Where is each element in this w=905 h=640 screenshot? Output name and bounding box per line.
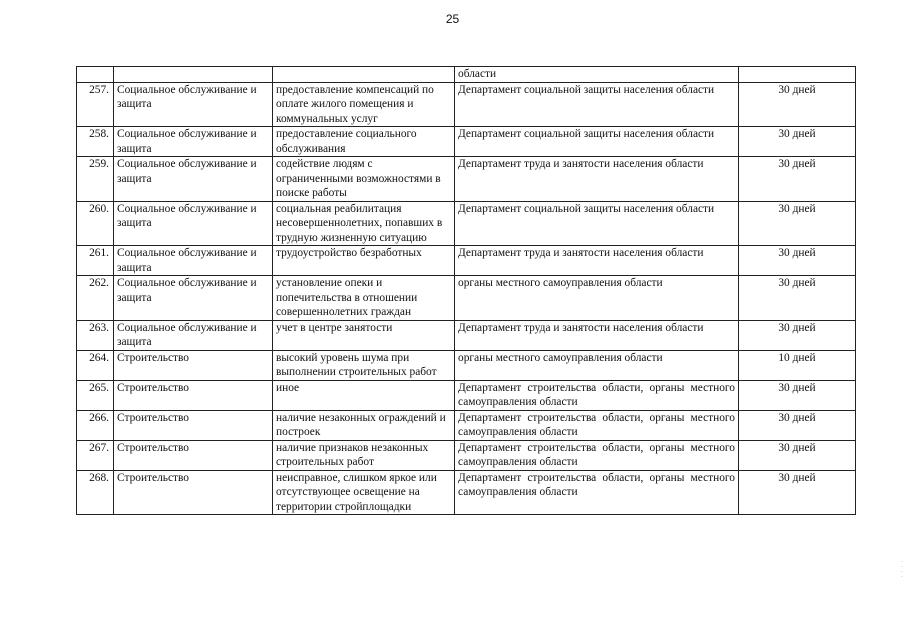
cell-topic: высокий уровень шума при выполнении строительных работ [273, 350, 455, 380]
appeals-table [76, 66, 856, 515]
cell-number: 264. [77, 350, 114, 380]
cell-topic: содействие людям с ограниченными возможностями в поиске работы [273, 157, 455, 202]
cell-days: 30 дней [739, 470, 856, 515]
cell-days: 30 дней [739, 127, 856, 157]
table-row [77, 320, 856, 350]
cell-org: Департамент строительства области, органы местного самоуправления области [455, 470, 739, 515]
cell-number: 258. [77, 127, 114, 157]
cell-sphere: Социальное обслуживание и защита [114, 201, 273, 246]
cell-days [739, 67, 856, 83]
cell-sphere: Социальное обслуживание и защита [114, 320, 273, 350]
cell-topic: трудоустройство безработных [273, 246, 455, 276]
cell-org: Департамент социальной защиты населения области [455, 201, 739, 246]
cell-number: 267. [77, 440, 114, 470]
table-row [77, 410, 856, 440]
cell-org: органы местного самоуправления области [455, 276, 739, 321]
cell-days: 30 дней [739, 157, 856, 202]
cell-topic: установление опеки и попечительства в отношении совершеннолетних граждан [273, 276, 455, 321]
cell-org: Департамент труда и занятости населения области [455, 246, 739, 276]
cell-number: 265. [77, 380, 114, 410]
table-row [77, 201, 856, 246]
table-row [77, 380, 856, 410]
cell-sphere: Социальное обслуживание и защита [114, 246, 273, 276]
cell-number: 263. [77, 320, 114, 350]
table-row [77, 440, 856, 470]
cell-sphere: Строительство [114, 470, 273, 515]
cell-topic: иное [273, 380, 455, 410]
cell-days: 30 дней [739, 410, 856, 440]
table-row [77, 157, 856, 202]
cell-days: 30 дней [739, 440, 856, 470]
cell-sphere: Строительство [114, 440, 273, 470]
cell-number: 262. [77, 276, 114, 321]
cell-org: Департамент строительства области, органы местного самоуправления области [455, 440, 739, 470]
cell-days: 30 дней [739, 246, 856, 276]
table-row-continuation [77, 67, 856, 83]
table-row [77, 127, 856, 157]
cell-number: 266. [77, 410, 114, 440]
cell-sphere: Строительство [114, 410, 273, 440]
cell-topic: предоставление социального обслуживания [273, 127, 455, 157]
table-row [77, 276, 856, 321]
cell-org: Департамент социальной защиты населения области [455, 82, 739, 127]
cell-topic: неисправное, слишком яркое или отсутствующее освещение на территории стройплощадки [273, 470, 455, 515]
cell-days: 30 дней [739, 276, 856, 321]
cell-days: 10 дней [739, 350, 856, 380]
cell-sphere [114, 67, 273, 83]
page-number: 25 [445, 12, 460, 26]
table-row [77, 470, 856, 515]
cell-org: Департамент строительства области, органы местного самоуправления области [455, 410, 739, 440]
cell-sphere: Строительство [114, 380, 273, 410]
cell-topic: социальная реабилитация несовершеннолетних, попавших в трудную жизненную ситуацию [273, 201, 455, 246]
cell-topic: наличие незаконных ограждений и построек [273, 410, 455, 440]
cell-number: 259. [77, 157, 114, 202]
edge-marks: · · · · [901, 559, 903, 580]
cell-days: 30 дней [739, 82, 856, 127]
cell-days: 30 дней [739, 201, 856, 246]
cell-sphere: Социальное обслуживание и защита [114, 157, 273, 202]
table-row [77, 82, 856, 127]
cell-org: органы местного самоуправления области [455, 350, 739, 380]
cell-number: 257. [77, 82, 114, 127]
table-row [77, 246, 856, 276]
cell-org: Департамент труда и занятости населения области [455, 157, 739, 202]
cell-sphere: Социальное обслуживание и защита [114, 127, 273, 157]
cell-org: области [455, 67, 739, 83]
cell-topic [273, 67, 455, 83]
cell-number: 260. [77, 201, 114, 246]
table-row [77, 350, 856, 380]
cell-sphere: Социальное обслуживание и защита [114, 82, 273, 127]
cell-days: 30 дней [739, 320, 856, 350]
cell-sphere: Социальное обслуживание и защита [114, 276, 273, 321]
cell-number: 261. [77, 246, 114, 276]
table-body [77, 67, 856, 515]
cell-days: 30 дней [739, 380, 856, 410]
cell-number [77, 67, 114, 83]
cell-org: Департамент труда и занятости населения области [455, 320, 739, 350]
cell-topic: предоставление компенсаций по оплате жилого помещения и коммунальных услуг [273, 82, 455, 127]
cell-org: Департамент социальной защиты населения области [455, 127, 739, 157]
cell-topic: учет в центре занятости [273, 320, 455, 350]
cell-topic: наличие признаков незаконных строительных работ [273, 440, 455, 470]
cell-number: 268. [77, 470, 114, 515]
cell-org: Департамент строительства области, органы местного самоуправления области [455, 380, 739, 410]
cell-sphere: Строительство [114, 350, 273, 380]
